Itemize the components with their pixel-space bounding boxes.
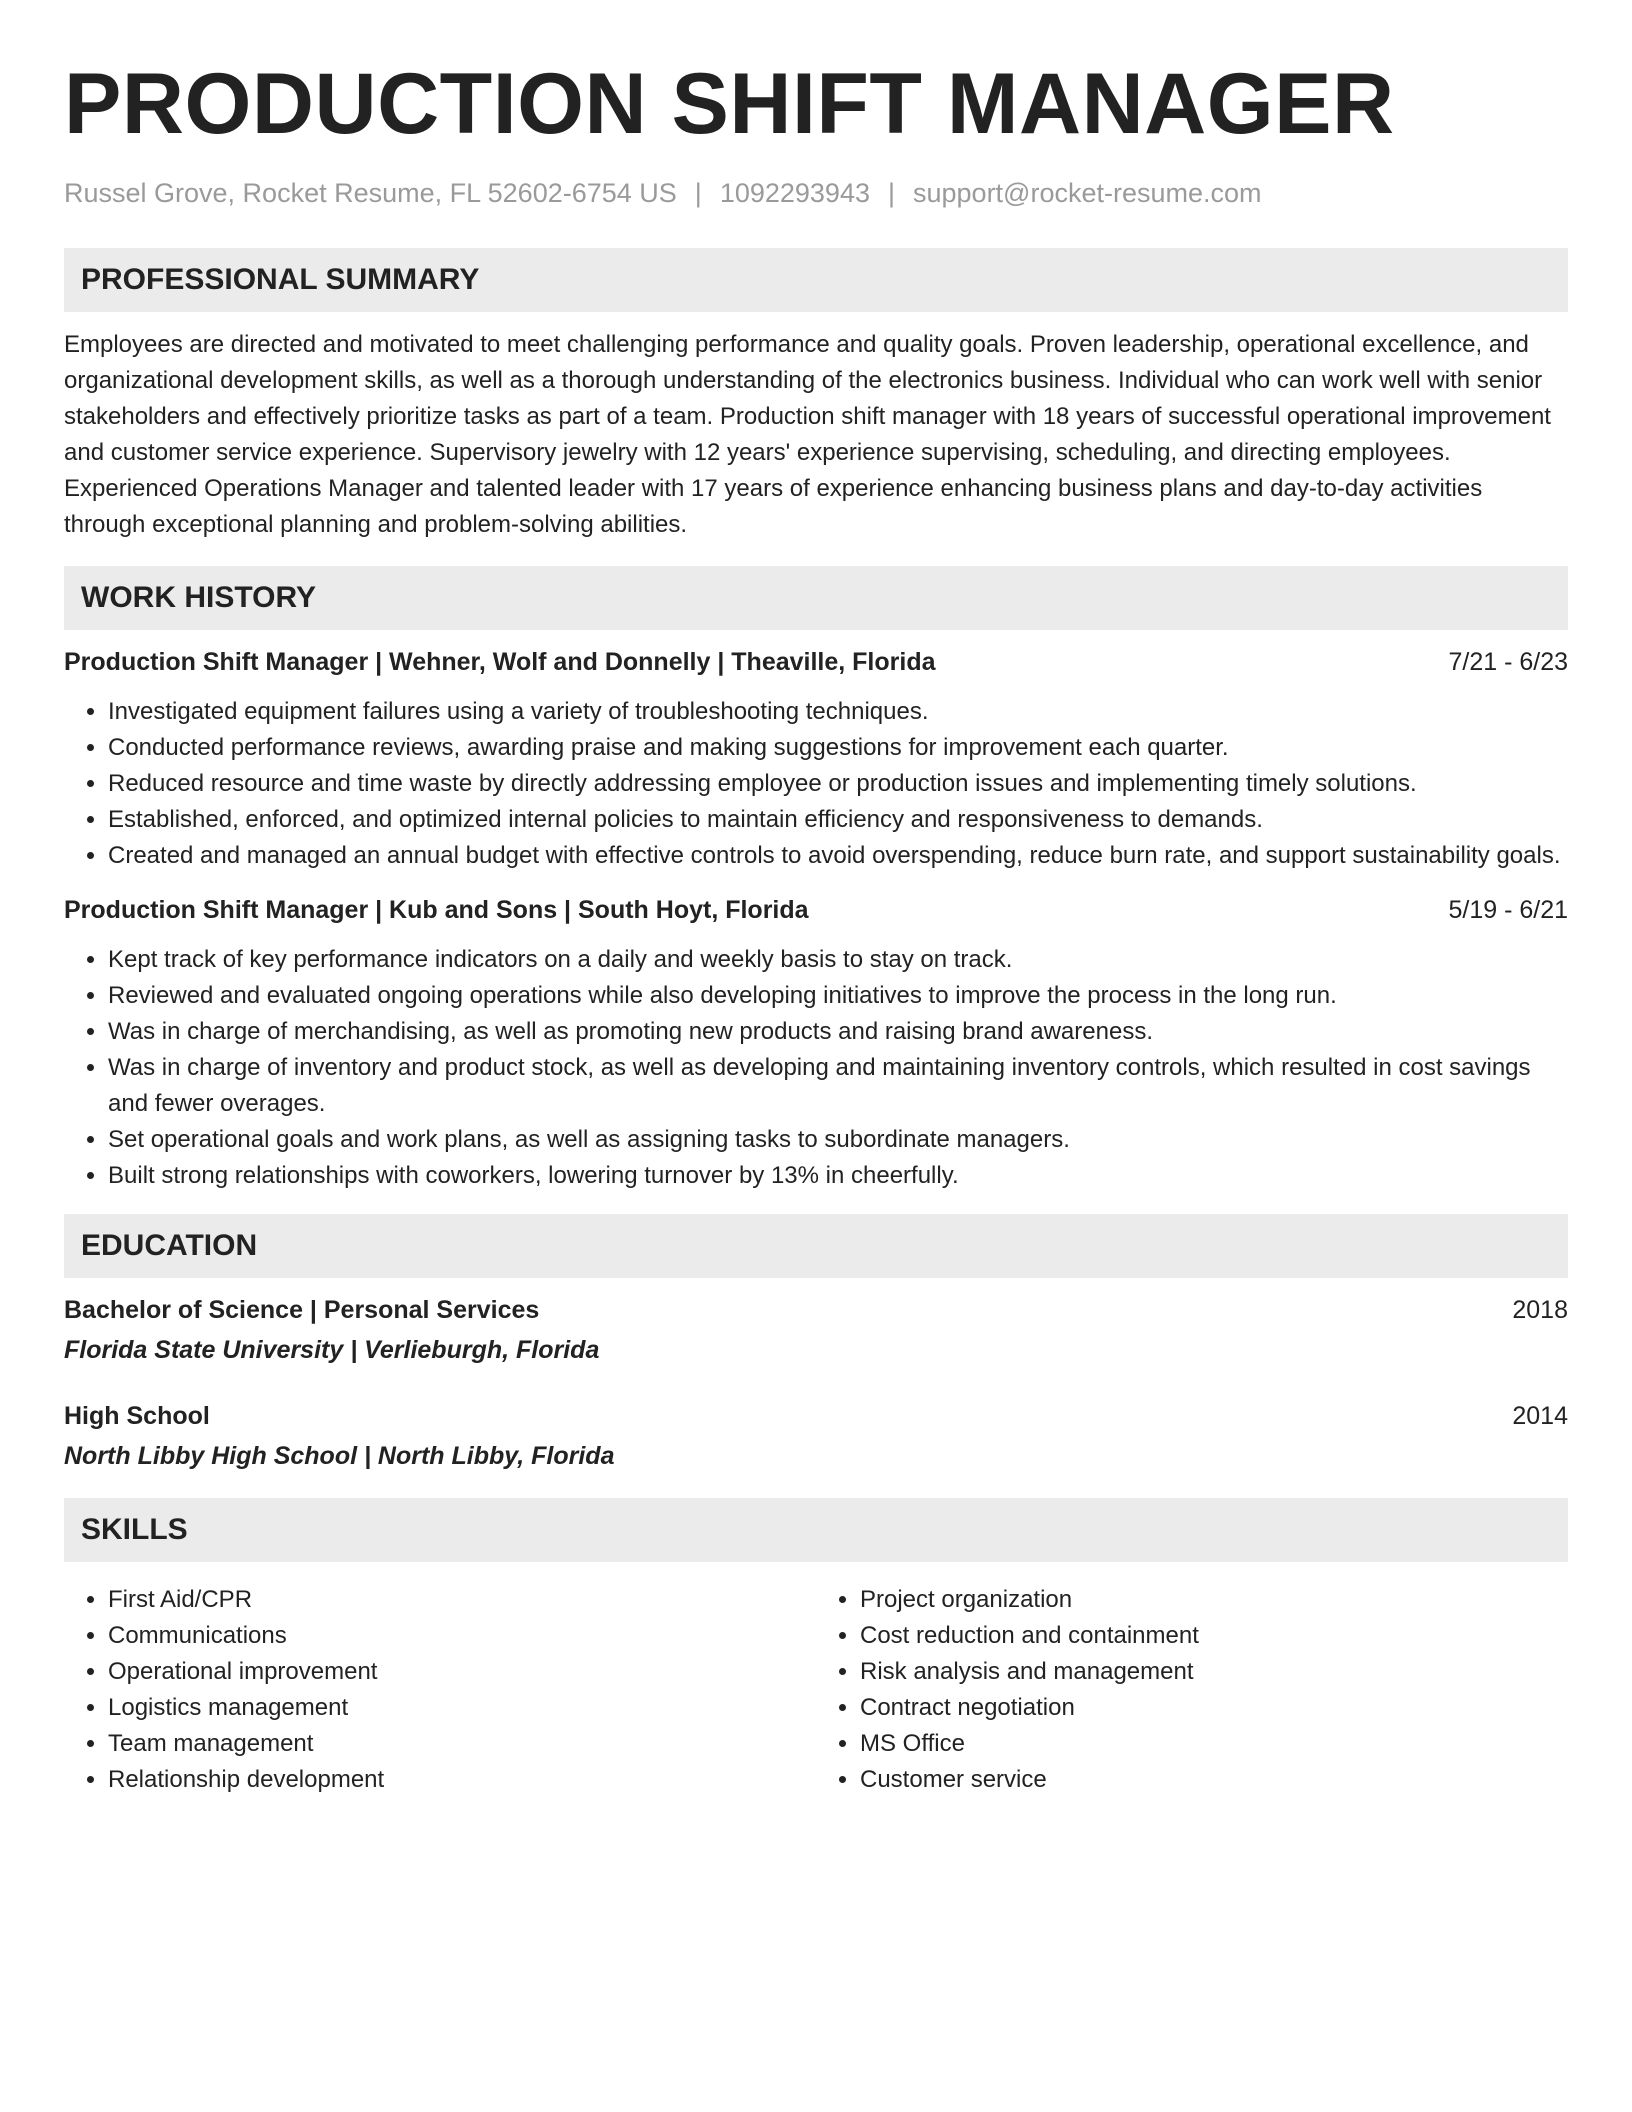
job-header xyxy=(64,892,1568,928)
skill-item: • Logistics management xyxy=(108,1690,816,1726)
job-bullet: • Was in charge of inventory and product stock, as well as developing and maintaining inventory controls, which resulted in cost savings and fewer overages. xyxy=(108,1050,1568,1122)
job-bullet: • Reviewed and evaluated ongoing operations while also developing initiatives to improve the process in the long run. xyxy=(108,978,1568,1014)
education-header xyxy=(64,1398,1568,1434)
contact-separator: | xyxy=(694,178,702,208)
job-header xyxy=(64,644,1568,680)
skills-list xyxy=(64,1582,1568,1798)
job-bullet: • Was in charge of merchandising, as well as promoting new products and raising brand awareness. xyxy=(108,1014,1568,1050)
education-degree: Bachelor of Science | Personal Services xyxy=(64,1296,540,1324)
skills-column-right xyxy=(816,1582,1568,1798)
skill-item: • First Aid/CPR xyxy=(108,1582,816,1618)
section-heading-summary: PROFESSIONAL SUMMARY xyxy=(64,248,1568,312)
job-title: Production Shift Manager | Kub and Sons | South Hoyt, Florida xyxy=(64,896,809,924)
job-bullet: • Reduced resource and time waste by directly addressing employee or production issues and implementing timely solutions. xyxy=(108,766,1568,802)
education-school: North Libby High School | North Libby, Florida xyxy=(64,1442,615,1470)
job-bullet: • Kept track of key performance indicators on a daily and weekly basis to stay on track. xyxy=(108,942,1568,978)
education-entry xyxy=(64,1292,1568,1368)
skill-item: • Risk analysis and management xyxy=(860,1654,1568,1690)
summary-text: Employees are directed and motivated to meet challenging performance and quality goals. Proven leadership, operational excellence, and organizational development skills, as well as a thorough understanding of the electronics business. Individual who can work well with senior stakeholders and effectively prioritize tasks as part of a team. Production shift manager with 18 years of successful operational improvement and customer service experience. Supervisory jewelry with 12 years' experience supervising, scheduling, and directing employees. Experienced Operations Manager and talented leader with 17 years of experience enhancing business plans and day-to-day activities through exceptional planning and problem-solving abilities. xyxy=(64,331,1551,538)
job-title: Production Shift Manager | Wehner, Wolf and Donnelly | Theaville, Florida xyxy=(64,648,936,676)
skill-item: • Cost reduction and containment xyxy=(860,1618,1568,1654)
resume-title: PRODUCTION SHIFT MANAGER xyxy=(64,56,1395,152)
section-heading-education: EDUCATION xyxy=(64,1214,1568,1278)
skill-item: • Customer service xyxy=(860,1762,1568,1798)
skill-item: • Communications xyxy=(108,1618,816,1654)
job-bullet: • Set operational goals and work plans, as well as assigning tasks to subordinate managers. xyxy=(108,1122,1568,1158)
job-bullets xyxy=(64,694,1568,874)
skill-item: • Team management xyxy=(108,1726,816,1762)
job-bullet: • Built strong relationships with coworkers, lowering turnover by 13% in cheerfully. xyxy=(108,1158,1568,1194)
job-dates: 5/19 - 6/21 xyxy=(1448,896,1568,924)
education-degree: High School xyxy=(64,1402,210,1430)
section-heading-skills: SKILLS xyxy=(64,1498,1568,1562)
skill-item: • Contract negotiation xyxy=(860,1690,1568,1726)
job-bullet: • Created and managed an annual budget with effective controls to avoid overspending, reduce burn rate, and support sustainability goals. xyxy=(108,838,1568,874)
job-entry xyxy=(64,892,1568,1194)
contact-phone: 1092293943 xyxy=(719,178,870,208)
skill-item: • Relationship development xyxy=(108,1762,816,1798)
education-header xyxy=(64,1292,1568,1328)
contact-email: support@rocket-resume.com xyxy=(913,178,1262,208)
job-bullet: • Established, enforced, and optimized internal policies to maintain efficiency and responsiveness to demands. xyxy=(108,802,1568,838)
skills-column-left xyxy=(64,1582,816,1798)
skill-item: • MS Office xyxy=(860,1726,1568,1762)
education-entry xyxy=(64,1398,1568,1474)
job-bullet: • Investigated equipment failures using a variety of troubleshooting techniques. xyxy=(108,694,1568,730)
education-year: 2018 xyxy=(1512,1296,1568,1324)
education-school: Florida State University | Verlieburgh, Florida xyxy=(64,1336,600,1364)
job-dates: 7/21 - 6/23 xyxy=(1448,648,1568,676)
skill-item: • Project organization xyxy=(860,1582,1568,1618)
contact-separator: | xyxy=(887,178,895,208)
job-bullet: • Conducted performance reviews, awarding praise and making suggestions for improvement each quarter. xyxy=(108,730,1568,766)
contact-address: Russel Grove, Rocket Resume, FL 52602-6754 US xyxy=(64,178,677,208)
section-heading-work-history: WORK HISTORY xyxy=(64,566,1568,630)
job-bullets xyxy=(64,942,1568,1194)
job-entry xyxy=(64,644,1568,874)
contact-line xyxy=(64,176,1568,210)
education-year: 2014 xyxy=(1512,1402,1568,1430)
skill-item: • Operational improvement xyxy=(108,1654,816,1690)
